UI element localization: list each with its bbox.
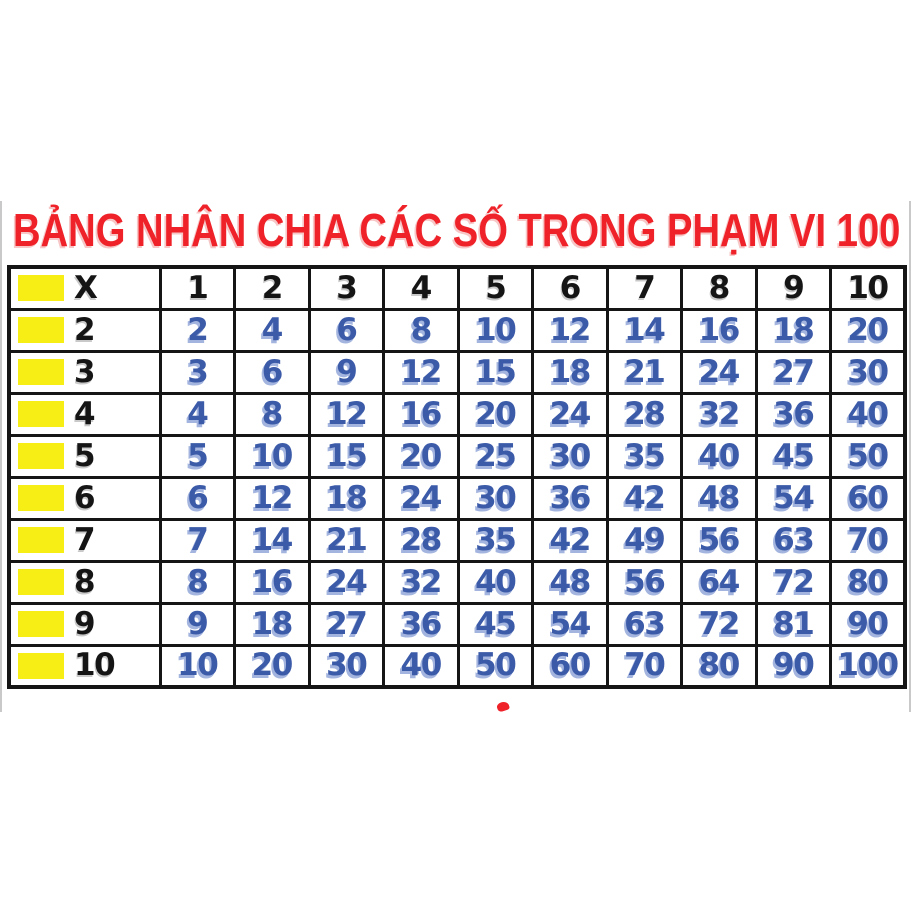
row-label-cell-10: [9, 645, 160, 687]
row-label: 9: [74, 605, 95, 642]
yellow-color-swatch: [18, 485, 64, 511]
yellow-color-swatch: [18, 401, 64, 427]
page-edge-right: [909, 201, 911, 712]
value-cell: 64: [682, 561, 757, 603]
value-cell: 10: [831, 267, 906, 309]
row-label: 8: [74, 563, 95, 600]
value-cell: 40: [384, 645, 459, 687]
row-label: 3: [74, 353, 95, 390]
value-cell: 2: [160, 309, 235, 351]
value-cell: 18: [756, 309, 831, 351]
value-cell: 56: [682, 519, 757, 561]
value-cell: 20: [458, 393, 533, 435]
value-cell: 12: [309, 393, 384, 435]
row-label-cell-9: [9, 603, 160, 645]
value-cell: 1: [160, 267, 235, 309]
table-row: [9, 603, 905, 645]
value-cell: 5: [458, 267, 533, 309]
value-cell: 72: [756, 561, 831, 603]
value-cell: 24: [384, 477, 459, 519]
value-cell: 81: [756, 603, 831, 645]
table-row: [9, 477, 905, 519]
yellow-color-swatch: [18, 569, 64, 595]
row-label: 5: [74, 437, 95, 474]
row-label-cell-6: [9, 477, 160, 519]
table-row: [9, 561, 905, 603]
value-cell: 21: [309, 519, 384, 561]
value-cell: 8: [235, 393, 310, 435]
value-cell: 18: [309, 477, 384, 519]
value-cell: 32: [384, 561, 459, 603]
row-label-cell-2: [9, 309, 160, 351]
value-cell: 42: [607, 477, 682, 519]
table-header-row: [9, 267, 905, 309]
value-cell: 12: [235, 477, 310, 519]
value-cell: 70: [831, 519, 906, 561]
value-cell: 30: [533, 435, 608, 477]
table-row: [9, 351, 905, 393]
yellow-color-swatch: [18, 527, 64, 553]
row-label-cell-7: [9, 519, 160, 561]
value-cell: 27: [756, 351, 831, 393]
value-cell: 50: [831, 435, 906, 477]
value-cell: 10: [458, 309, 533, 351]
red-ink-mark: [496, 700, 510, 712]
row-label-cell-5: [9, 435, 160, 477]
table-row: [9, 645, 905, 687]
value-cell: 16: [235, 561, 310, 603]
yellow-color-swatch: [18, 275, 64, 301]
value-cell: 9: [756, 267, 831, 309]
value-cell: 16: [384, 393, 459, 435]
value-cell: 30: [309, 645, 384, 687]
row-label: X: [74, 269, 97, 306]
value-cell: 9: [309, 351, 384, 393]
value-cell: 3: [160, 351, 235, 393]
value-cell: 56: [607, 561, 682, 603]
value-cell: 10: [235, 435, 310, 477]
value-cell: 32: [682, 393, 757, 435]
value-cell: 10: [160, 645, 235, 687]
value-cell: 15: [309, 435, 384, 477]
value-cell: 90: [831, 603, 906, 645]
value-cell: 80: [831, 561, 906, 603]
row-label: 7: [74, 521, 95, 558]
value-cell: 27: [309, 603, 384, 645]
value-cell: 80: [682, 645, 757, 687]
value-cell: 21: [607, 351, 682, 393]
value-cell: 24: [533, 393, 608, 435]
row-label: 6: [74, 479, 95, 516]
value-cell: 45: [756, 435, 831, 477]
value-cell: 18: [533, 351, 608, 393]
row-label: 2: [74, 311, 95, 348]
value-cell: 40: [458, 561, 533, 603]
table-row: [9, 519, 905, 561]
value-cell: 70: [607, 645, 682, 687]
yellow-color-swatch: [18, 443, 64, 469]
value-cell: 49: [607, 519, 682, 561]
multiplication-table: [7, 265, 907, 689]
value-cell: 6: [309, 309, 384, 351]
value-cell: 54: [533, 603, 608, 645]
row-label-cell-8: [9, 561, 160, 603]
value-cell: 3: [309, 267, 384, 309]
yellow-color-swatch: [18, 653, 64, 679]
value-cell: 42: [533, 519, 608, 561]
value-cell: 36: [756, 393, 831, 435]
value-cell: 24: [309, 561, 384, 603]
value-cell: 45: [458, 603, 533, 645]
value-cell: 36: [533, 477, 608, 519]
value-cell: 48: [533, 561, 608, 603]
value-cell: 54: [756, 477, 831, 519]
value-cell: 25: [458, 435, 533, 477]
poster-title: BẢNG NHÂN CHIA CÁC SỐ TRONG PHẠM VI 100: [13, 204, 901, 256]
value-cell: 90: [756, 645, 831, 687]
row-label: 10: [74, 647, 115, 684]
value-cell: 14: [607, 309, 682, 351]
value-cell: 63: [607, 603, 682, 645]
value-cell: 12: [533, 309, 608, 351]
value-cell: 5: [160, 435, 235, 477]
value-cell: 28: [384, 519, 459, 561]
value-cell: 2: [235, 267, 310, 309]
row-label-cell-3: [9, 351, 160, 393]
value-cell: 60: [831, 477, 906, 519]
value-cell: 30: [831, 351, 906, 393]
yellow-color-swatch: [18, 611, 64, 637]
yellow-color-swatch: [18, 317, 64, 343]
row-label-cell-x: [9, 267, 160, 309]
value-cell: 63: [756, 519, 831, 561]
yellow-color-swatch: [18, 359, 64, 385]
value-cell: 40: [682, 435, 757, 477]
value-cell: 7: [607, 267, 682, 309]
value-cell: 6: [533, 267, 608, 309]
value-cell: 72: [682, 603, 757, 645]
value-cell: 8: [384, 309, 459, 351]
value-cell: 4: [235, 309, 310, 351]
value-cell: 35: [458, 519, 533, 561]
value-cell: 30: [458, 477, 533, 519]
value-cell: 18: [235, 603, 310, 645]
value-cell: 50: [458, 645, 533, 687]
value-cell: 20: [235, 645, 310, 687]
value-cell: 100: [831, 645, 906, 687]
value-cell: 4: [384, 267, 459, 309]
value-cell: 60: [533, 645, 608, 687]
value-cell: 15: [458, 351, 533, 393]
row-label-cell-4: [9, 393, 160, 435]
value-cell: 48: [682, 477, 757, 519]
value-cell: 7: [160, 519, 235, 561]
value-cell: 36: [384, 603, 459, 645]
table-row: [9, 393, 905, 435]
value-cell: 20: [831, 309, 906, 351]
value-cell: 35: [607, 435, 682, 477]
value-cell: 40: [831, 393, 906, 435]
value-cell: 9: [160, 603, 235, 645]
value-cell: 8: [160, 561, 235, 603]
value-cell: 6: [160, 477, 235, 519]
value-cell: 28: [607, 393, 682, 435]
value-cell: 12: [384, 351, 459, 393]
table-row: [9, 435, 905, 477]
page-edge-left: [0, 201, 2, 712]
table-row: [9, 309, 905, 351]
value-cell: 14: [235, 519, 310, 561]
row-label: 4: [74, 395, 95, 432]
value-cell: 20: [384, 435, 459, 477]
value-cell: 6: [235, 351, 310, 393]
value-cell: 16: [682, 309, 757, 351]
value-cell: 24: [682, 351, 757, 393]
value-cell: 4: [160, 393, 235, 435]
value-cell: 8: [682, 267, 757, 309]
